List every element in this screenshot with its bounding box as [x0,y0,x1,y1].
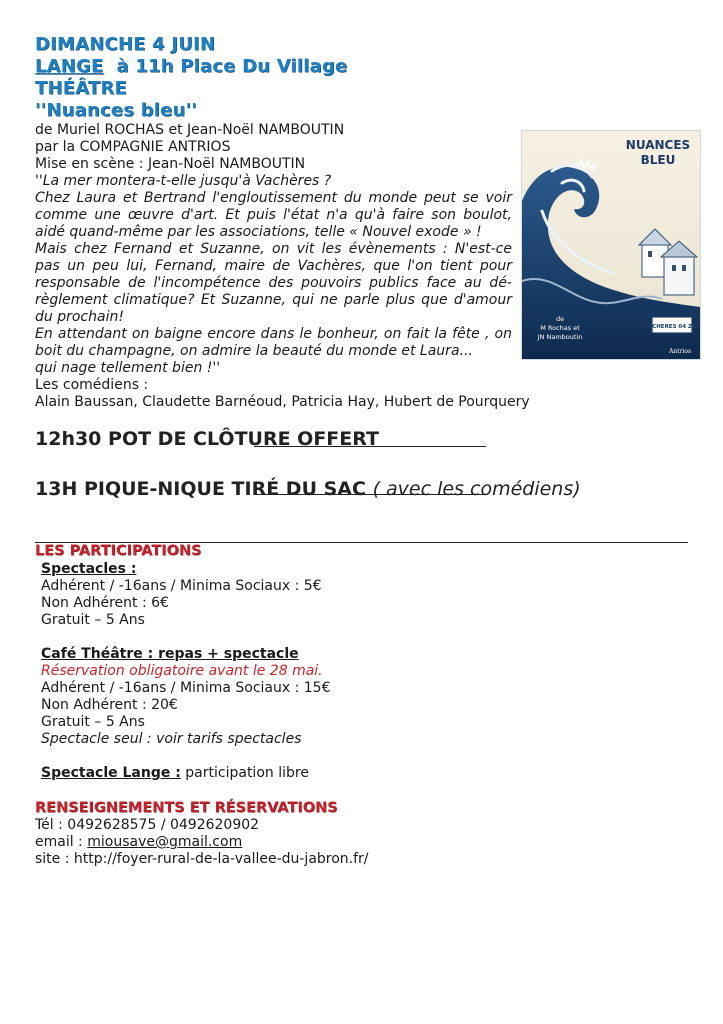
sign-text: VACHERES 04 ZZZ [644,324,700,330]
credits-company: par la COMPAGNIE ANTRIOS [35,139,231,155]
spectacles-line-2: Non Adhérent : 6€ [41,595,169,611]
pot-announcement: 12h30 POT DE CLÔTURE OFFERT [35,428,380,450]
poster-title-line2: BLEU [640,153,676,167]
synopsis-paragraph-3: En attendant on baigne encore dans le bonheur, on fait la fête , on boit du champagne, on admire la beauté du monde et Laura... [35,326,512,359]
contact-site[interactable]: site : http://foyer-rural-de-la-vallee-du-jabron.fr/ [35,851,369,867]
poster-caption-line2: M Rochas et [540,324,580,332]
document-page [35,34,700,868]
poster-caption-line1: de [555,315,565,323]
cafe-reservation-notice: Réservation obligatoire avant le 28 mai. [41,663,323,679]
spectacles-line-3: Gratuit – 5 Ans [41,612,145,628]
event-date: DIMANCHE 4 JUIN [35,34,216,55]
picnic-note: ( avec les comédiens) [372,478,581,500]
event-location [35,56,695,78]
spectacles-line-1: Adhérent / -16ans / Minima Sociaux : 5€ [41,578,322,594]
poster-caption-line3: JN Namboutin [537,333,583,341]
cafe-block [41,646,695,748]
event-category: THÉÂTRE [35,78,128,99]
lange-value: participation libre [180,765,309,781]
picnic-announcement [35,477,695,501]
play-poster [521,130,701,360]
play-title: ''Nuances bleu'' [35,100,198,121]
spectacles-title: Spectacles : [41,561,137,577]
synopsis-paragraph-1: Chez Laura et Bertrand l'engloutissement du monde peut se voir comme une œuvre d'art. Et puis l'état n'a qu'à faire son boulot, aidé quand-même par les associations, telle « Nouvel exode » ! [35,190,512,240]
poster-company: Antrios [668,348,692,355]
poster-title-line1: NUANCES [625,138,691,152]
cafe-title: Café Théâtre : repas + spectacle [41,646,299,662]
location-time-place: à 11h Place Du Village [116,56,348,77]
vacheres-sign [644,317,700,333]
divider-short-1 [254,446,486,447]
lange-block [41,765,695,782]
cafe-line-1: Adhérent / -16ans / Minima Sociaux : 15€ [41,680,331,696]
credits-authors: de Muriel ROCHAS et Jean-Noël NAMBOUTIN [35,122,345,138]
credits-director: Mise en scène : Jean-Noël NAMBOUTIN [35,156,306,172]
divider-short-2 [254,494,486,495]
participations-heading: LES PARTICIPATIONS [35,543,202,559]
location-town: LANGE [35,56,104,77]
contact-heading: RENSEIGNEMENTS ET RÉSERVATIONS [35,800,338,816]
cafe-note: Spectacle seul : voir tarifs spectacles [41,731,302,747]
email-label: email : [35,834,88,850]
lange-title: Spectacle Lange : [41,765,181,781]
spectacles-block [41,561,695,629]
cast-names: Alain Baussan, Claudette Barnéoud, Patricia Hay, Hubert de Pourquery [35,394,530,410]
email-link[interactable]: miousave@gmail.com [87,834,243,850]
picnic-text: 13H PIQUE-NIQUE TIRÉ DU SAC [35,478,366,500]
cafe-line-2: Non Adhérent : 20€ [41,697,178,713]
synopsis-lead: ''La mer montera-t-elle jusqu'à Vachères ? [35,173,332,189]
cafe-line-3: Gratuit – 5 Ans [41,714,145,730]
contact-email [35,834,695,851]
contact-tel: Tél : 0492628575 / 0492620902 [35,817,260,833]
synopsis-paragraph-4: qui nage tellement bien !'' [35,360,221,376]
cast-label: Les comédiens : [35,377,149,393]
synopsis-paragraph-2: Mais chez Fernand et Suzanne, on vit les évènements : N'est-ce pas un peu lui, Fernand, maire de Vachères, que l'on tient pour responsable de l'incompétence des pouvoirs publics face au dé-règlement climatique? Et Suzanne, qui ne parle plus que d'amour du prochain! [35,241,512,325]
divider-full [35,542,688,543]
